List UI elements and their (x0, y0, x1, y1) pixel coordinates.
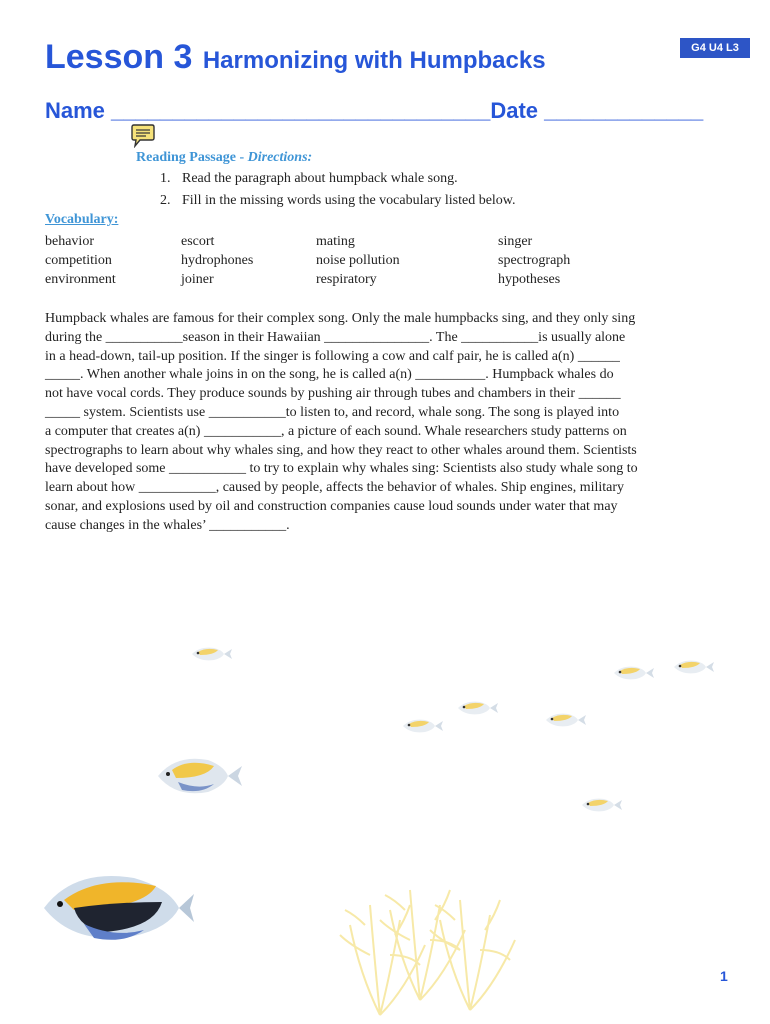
medium-fish (158, 759, 242, 794)
passage-line: spectrographs to learn about why whales sing, and how they react to other whales around them. Scientists (45, 442, 637, 458)
passage-line: _____. When another whale joins in on the song, he is called a(n) __________. Humpback whales do (45, 367, 614, 383)
small-fish (674, 661, 714, 674)
large-fish (44, 876, 194, 940)
directions-label-italic: Directions: (247, 150, 313, 165)
small-fish (403, 720, 443, 733)
vocab-word: behavior (45, 234, 94, 249)
vocab-word: spectrograph (498, 253, 571, 268)
passage-line: during the ___________season in their Hawaiian _______________. The ___________is usually alone (45, 329, 626, 345)
passage-line: have developed some ___________ to try to explain why whales sing: Scientists also study whale song to (45, 461, 638, 477)
vocab-word: noise pollution (316, 253, 400, 268)
vocab-word: environment (45, 272, 116, 287)
list-item: 1. Read the paragraph about humpback whale song. (160, 171, 458, 186)
vocab-word: hydrophones (181, 253, 254, 268)
vocab-word: mating (316, 234, 355, 249)
vocab-word: competition (45, 253, 112, 268)
grade-unit-badge: G4 U4 L3 (680, 38, 750, 58)
small-fish (614, 667, 654, 680)
vocabulary-heading: Vocabulary: (45, 212, 119, 227)
name-field-line[interactable]: Name _______________________________ (45, 98, 491, 123)
small-fish (582, 799, 622, 812)
coral (430, 900, 515, 1010)
passage-line: cause changes in the whales’ ___________. (45, 517, 290, 533)
passage-line: in a head-down, tail-up position. If the singer is following a cow and calf pair, he is called a(n) ______ (45, 348, 620, 364)
lesson-subtitle: Harmonizing with Humpbacks (202, 47, 546, 74)
passage-line: learn about how ___________, caused by people, affects the behavior of whales. Ship engines, military (45, 480, 625, 496)
vocab-word: singer (498, 234, 533, 249)
small-fish (546, 714, 586, 727)
vocab-word: hypotheses (498, 272, 561, 287)
small-fish (192, 648, 232, 661)
vocab-word: respiratory (316, 272, 377, 287)
vocab-word: joiner (181, 272, 214, 287)
lesson-number: Lesson 3 (45, 38, 193, 76)
passage-line: sonar, and explosions used by oil and construction companies cause loud sounds under water that may (45, 498, 618, 514)
directions-label: Reading Passage - (136, 150, 248, 165)
date-field-line[interactable]: Date _____________ (490, 98, 704, 123)
passage-line: a computer that creates a(n) ___________, a picture of each sound. Whale researchers study patterns on (45, 423, 627, 439)
small-fish (458, 702, 498, 715)
passage-line: _____ system. Scientists use ___________to listen to, and record, whale song. The song is played into (45, 404, 620, 420)
list-item: 2. Fill in the missing words using the vocabulary listed below. (160, 193, 516, 208)
page-number: 1 (720, 968, 728, 984)
passage-line: not have vocal cords. They produce sounds by pushing air through tubes and chambers in their ______ (45, 386, 621, 402)
passage-line: Humpback whales are famous for their complex song. Only the male humpbacks sing, and they only sing (45, 311, 636, 326)
vocab-word: escort (181, 234, 215, 249)
